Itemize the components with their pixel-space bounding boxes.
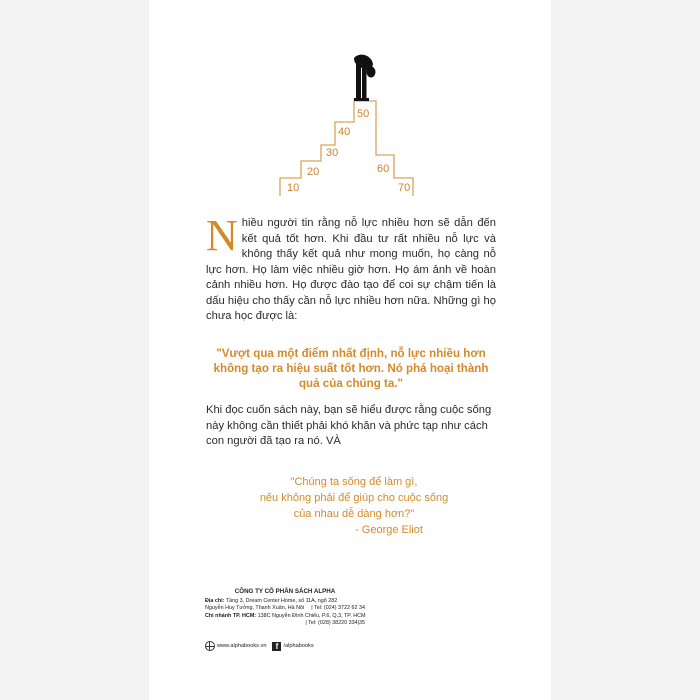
highlight-quote: "Vượt qua một điểm nhất định, nỗ lực nhiều hơn không tạo ra hiệu suất tốt hơn. Nó phá hoại thành quả của chúng ta." [213,347,489,390]
address-line-1: Tầng 3, Dream Center Home, số 11A, ngõ 282 [225,597,338,604]
publisher-links [205,641,365,651]
quote-line-1: "Chúng ta sống để làm gì, [290,476,418,488]
website-text: www.alphabooks.vn [217,643,267,649]
publisher-info [205,588,365,628]
epigraph-quote [209,474,499,538]
stair-label-20: 20 [307,166,320,178]
stairs-illustration [149,0,551,200]
second-paragraph: Khi đọc cuốn sách này, bạn sẽ hiểu được rằng cuộc sống này không cần thiết phải khó khăn và phức tạp như cách con người đã tạo ra nó. VÀ [206,404,492,447]
stair-label-40: 40 [338,126,351,138]
globe-icon [205,641,215,651]
facebook-link[interactable] [272,642,313,651]
website-link[interactable] [205,641,266,651]
intro-paragraph-text: hiều người tin rằng nỗ lực nhiều hơn sẽ dẫn đến kết quả tốt hơn. Khi đầu tư rất nhiều nỗ lực và không thấy kết quả như mong muốn, họ càng nỗ lực hơn. Họ làm việc nhiều giờ hơn. Họ ám ảnh về hoàn cảnh nhiều hơn. Họ được đào tạo để coi sự chậm tiến là dấu hiệu cho thấy cần nỗ lực nhiều hơn nữa. Những gì họ chưa học được là: [206,217,496,322]
stair-label-60: 60 [377,163,390,175]
branch-address: 138C Nguyễn Đình Chiểu, P.6, Q.3, TP. HCM [257,612,366,619]
stair-label-30: 30 [326,147,339,159]
stair-label-10: 10 [287,182,300,194]
stair-label-50: 50 [357,108,370,120]
facebook-text: /alphabooks [283,643,314,649]
stair-label-70: 70 [398,182,411,194]
publisher-name: CÔNG TY CỔ PHẦN SÁCH ALPHA [234,588,336,595]
book-back-cover [149,0,551,700]
address-line-2: Nguyễn Huy Tưởng, Thanh Xuân, Hà Nội [205,605,305,612]
branch-row [205,613,365,621]
phone-2: | Tel: (028) 38220 334|35 [305,620,365,627]
stairs-outline [280,101,413,196]
intro-paragraph [206,211,496,325]
address-label: Địa chỉ: [205,597,225,604]
bowing-person-icon [354,55,376,101]
facebook-icon: f [272,642,281,651]
address-row-2 [205,605,365,613]
phone-1: | Tel: (024) 3722 62 34 [311,605,365,612]
quote-line-2: nếu không phải để giúp cho cuộc sống [259,492,449,504]
phone-row [205,620,365,628]
branch-label: Chi nhánh TP. HCM: [205,612,257,619]
quote-author: - George Eliot [355,524,423,536]
drop-cap: N [206,211,238,260]
quote-line-3: của nhau dễ dàng hơn?" [293,508,415,520]
